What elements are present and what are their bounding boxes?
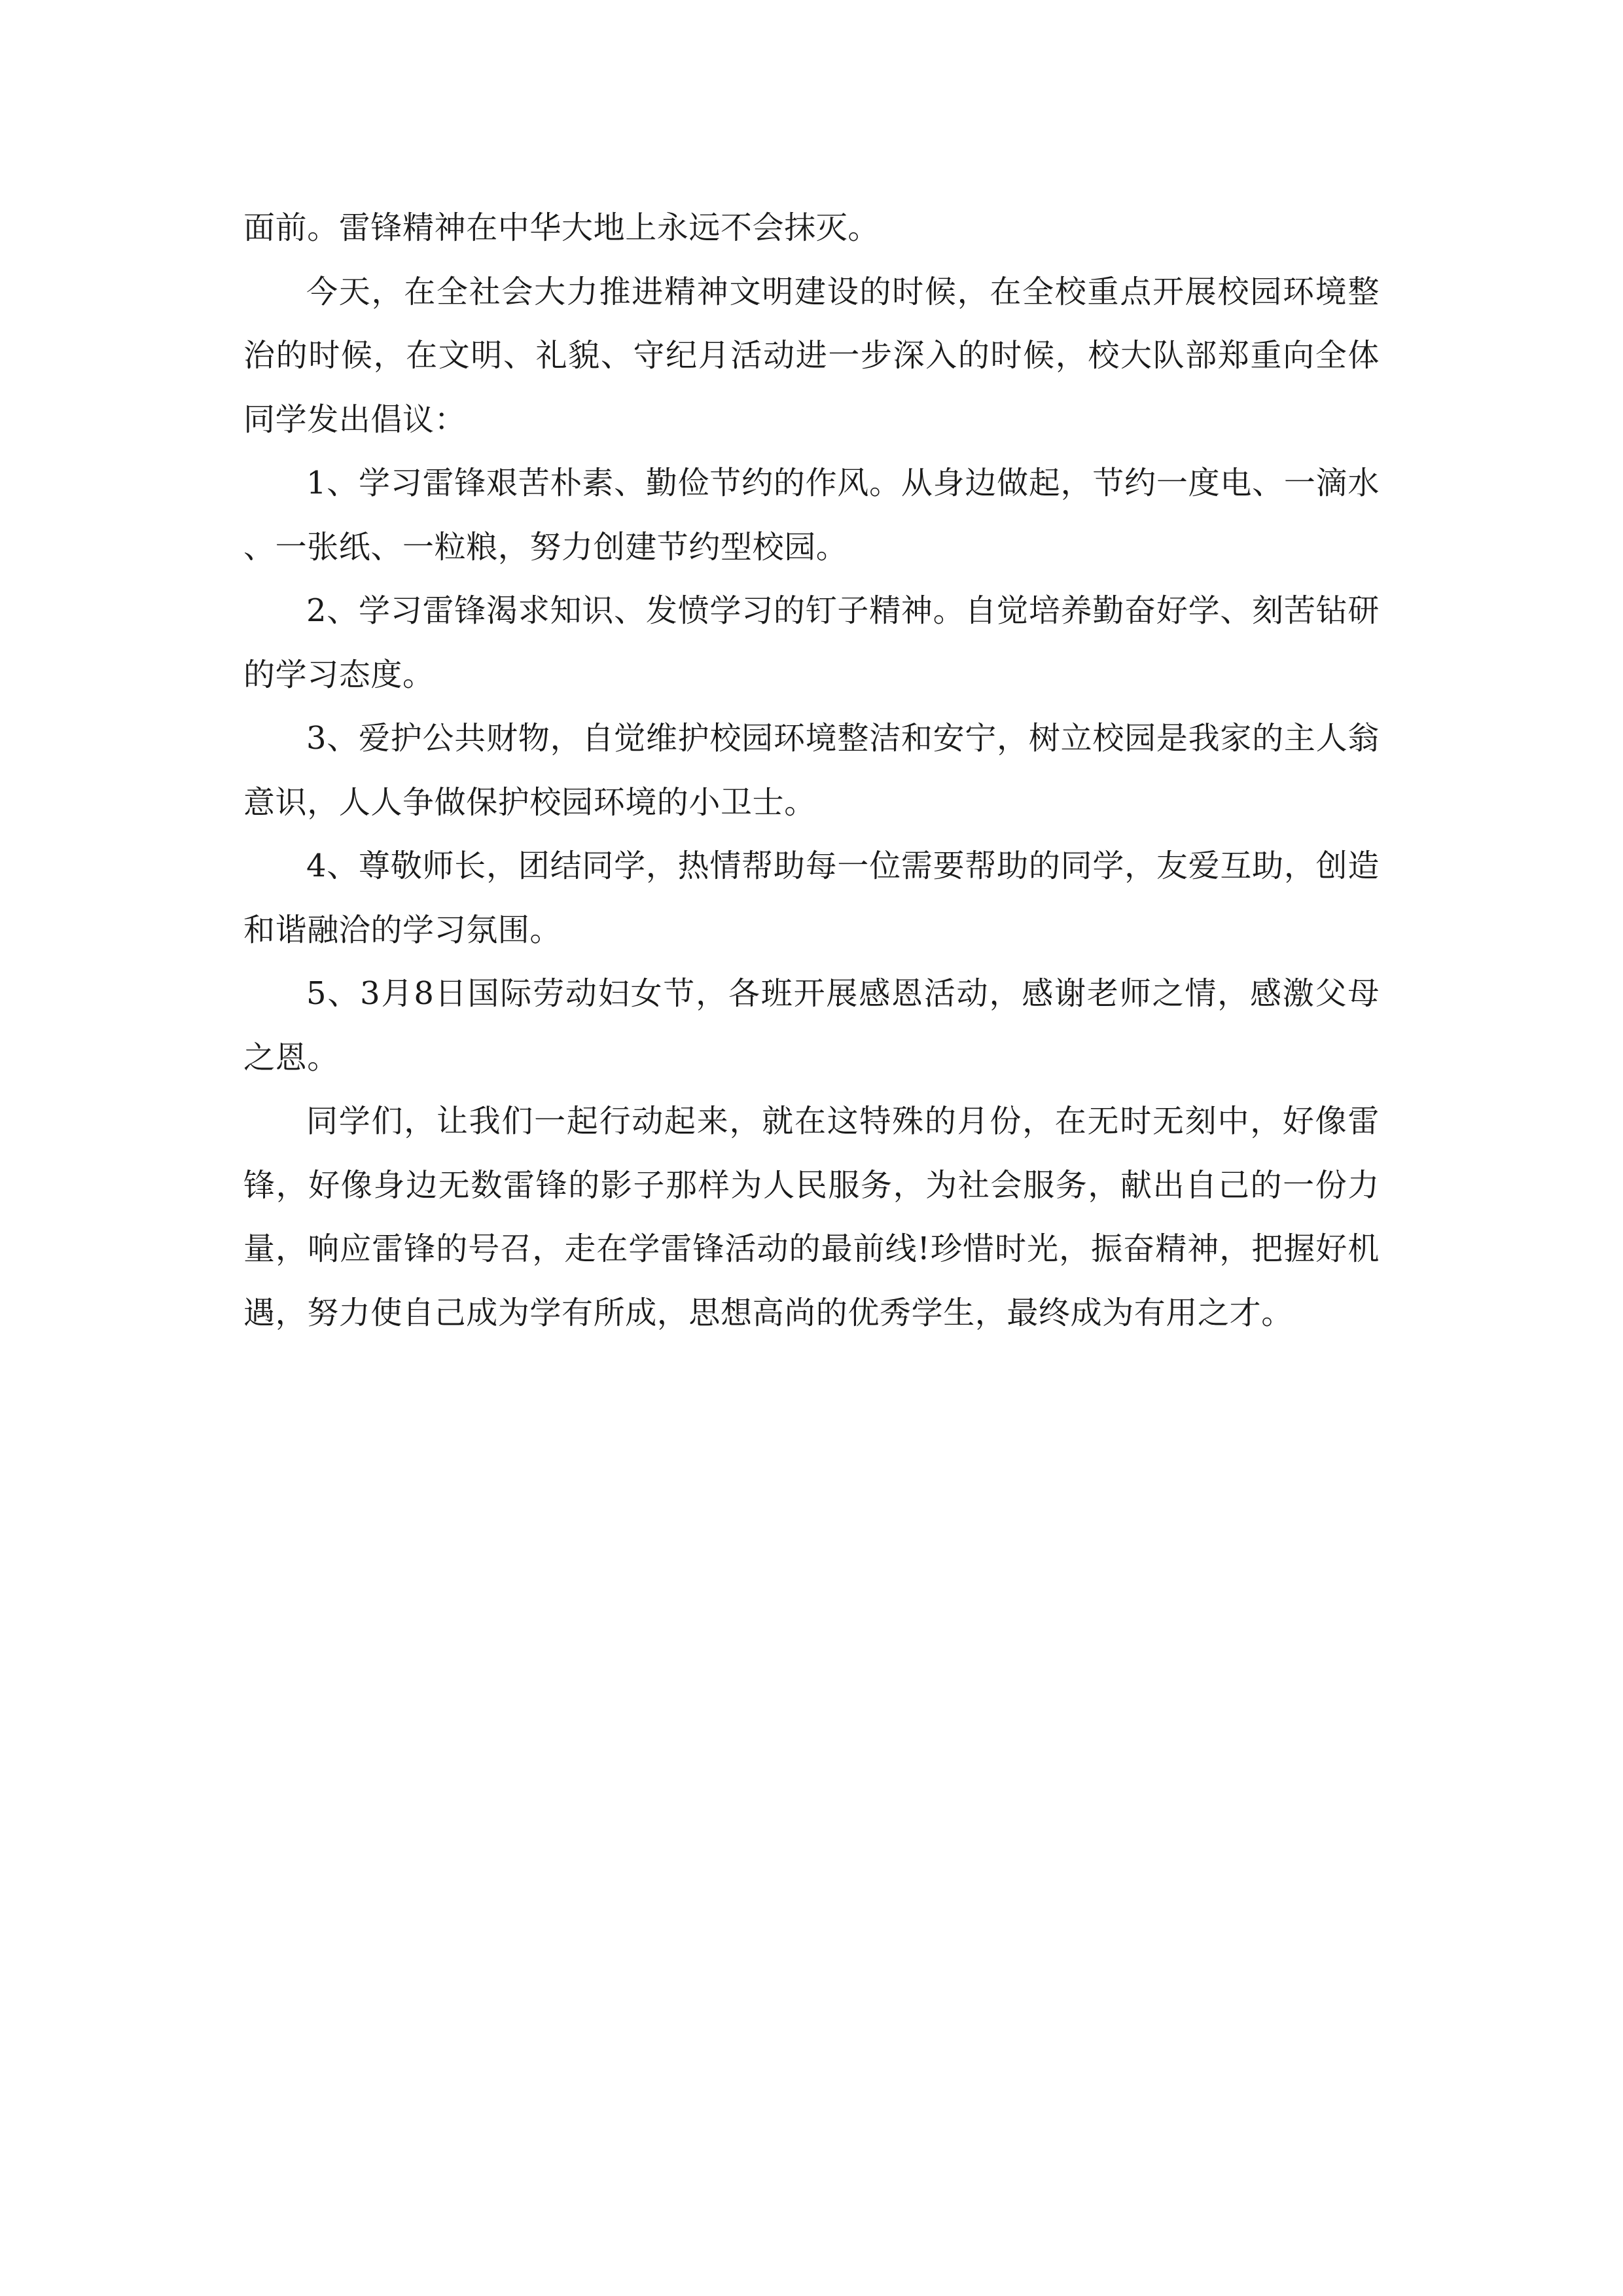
paragraph-closing: 同学们，让我们一起行动起来，就在这特殊的月份，在无时无刻中，好像雷锋，好像身边无数雷锋的影子那样为人民服务，为社会服务，献出自己的一份力量，响应雷锋的号召，走在学雷锋活动的最前线!珍惜时光，振奋精神，把握好机遇，努力使自己成为学有所成，思想高尚的优秀学生，最终成为有用之才。: [243, 1103, 1380, 1331]
paragraph-item-4: 4、尊敬师长，团结同学，热情帮助每一位需要帮助的同学，友爱互助，创造和谐融洽的学习氛围。: [243, 848, 1380, 948]
paragraph-continuation: 面前。雷锋精神在中华大地上永远不会抹灭。: [243, 209, 880, 246]
document-body: [243, 196, 1380, 1345]
paragraph-item-5: 5、3月8日国际劳动妇女节，各班开展感恩活动，感谢老师之情，感激父母之恩。: [243, 975, 1380, 1076]
paragraph-item-1: 1、学习雷锋艰苦朴素、勤俭节约的作风。从身边做起，节约一度电、一滴水、一张纸、一粒粮，努力创建节约型校园。: [243, 465, 1380, 565]
paragraph-item-2: 2、学习雷锋渴求知识、发愤学习的钉子精神。自觉培养勤奋好学、刻苦钻研的学习态度。: [243, 592, 1380, 693]
paragraph-item-3: 3、爱护公共财物，自觉维护校园环境整洁和安宁，树立校园是我家的主人翁意识，人人争做保护校园环境的小卫士。: [243, 720, 1380, 821]
paragraph-intro: 今天，在全社会大力推进精神文明建设的时候，在全校重点开展校园环境整治的时候，在文明、礼貌、守纪月活动进一步深入的时候，校大队部郑重向全体同学发出倡议：: [243, 273, 1380, 438]
